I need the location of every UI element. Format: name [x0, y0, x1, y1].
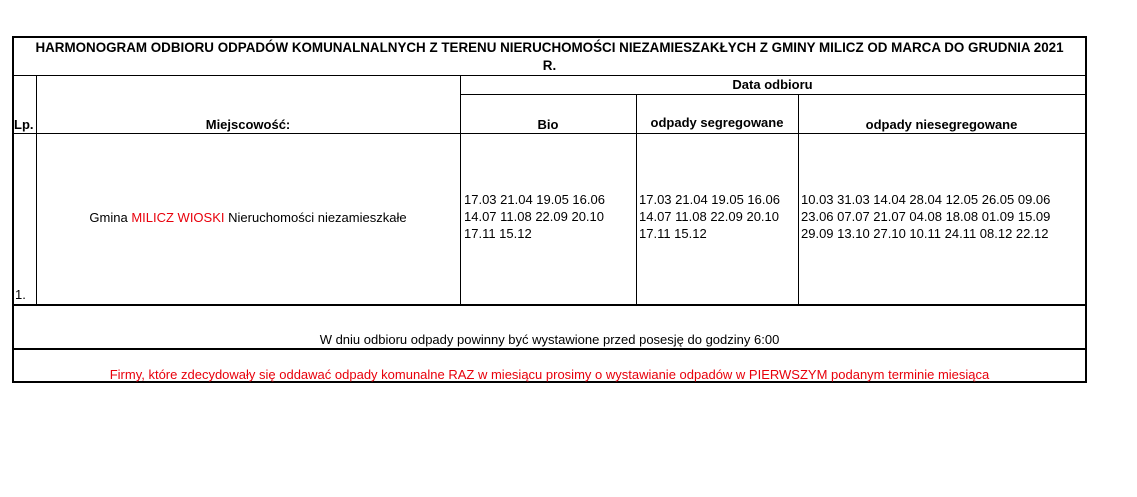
date-line: 17.11 15.12 [464, 226, 532, 241]
header-segregowane: odpady segregowane [650, 115, 784, 130]
date-line: 10.03 31.03 14.04 28.04 12.05 26.05 09.06 [801, 192, 1051, 207]
page-title [14, 38, 1085, 76]
subheader-divider [460, 94, 1085, 95]
header-niesegregowane: odpady niesegregowane [865, 117, 1018, 132]
date-line: 17.03 21.04 19.05 16.06 [639, 192, 780, 207]
header-divider [14, 133, 1085, 134]
bio-dates [464, 191, 605, 242]
place-suffix: Nieruchomości niezamieszkałe [228, 210, 407, 225]
date-line: 23.06 07.07 21.07 04.08 18.08 01.09 15.09 [801, 209, 1051, 224]
place-prefix: Gmina [89, 210, 128, 225]
title-divider [14, 75, 1085, 76]
segregated-dates [639, 191, 780, 242]
date-line: 17.11 15.12 [639, 226, 707, 241]
place-column-divider [460, 75, 461, 304]
footer-divider [14, 348, 1085, 350]
date-line: 29.09 13.10 27.10 10.11 24.11 08.12 22.12 [801, 226, 1049, 241]
date-line: 14.07 11.08 22.09 20.10 [639, 209, 779, 224]
row-lp: 1. [15, 287, 26, 302]
schedule-table [12, 36, 1087, 383]
date-line: 17.03 21.04 19.05 16.06 [464, 192, 605, 207]
header-lp: Lp. [14, 117, 34, 132]
lp-column-divider [36, 75, 37, 304]
companies-warning: Firmy, które zdecydowały się oddawać odpady komunalne RAZ w miesiącu prosimy o wystawianie odpadów w PIERWSZYM podanym terminie miesiąca [109, 367, 990, 382]
header-bio: Bio [537, 117, 559, 132]
title-line-2: R. [542, 58, 557, 73]
row-place [36, 209, 460, 226]
mixed-dates [801, 191, 1050, 242]
header-miejscowosc: Miejscowość: [205, 117, 291, 132]
row-divider [14, 304, 1085, 306]
date-line: 14.07 11.08 22.09 20.10 [464, 209, 604, 224]
place-highlight: MILICZ WIOSKI [131, 210, 225, 225]
title-line-1: HARMONOGRAM ODBIORU ODPADÓW KOMUNALNALNYCH Z TERENU NIERUCHOMOŚCI NIEZAMIESZAKŁYCH Z GMINY MILICZ OD MARCA DO GRUDNIA 2021 [35, 40, 1064, 55]
pickup-time-note: W dniu odbioru odpady powinny być wystawione przed posesję do godziny 6:00 [319, 332, 780, 347]
header-data-odbioru: Data odbioru [732, 77, 813, 92]
